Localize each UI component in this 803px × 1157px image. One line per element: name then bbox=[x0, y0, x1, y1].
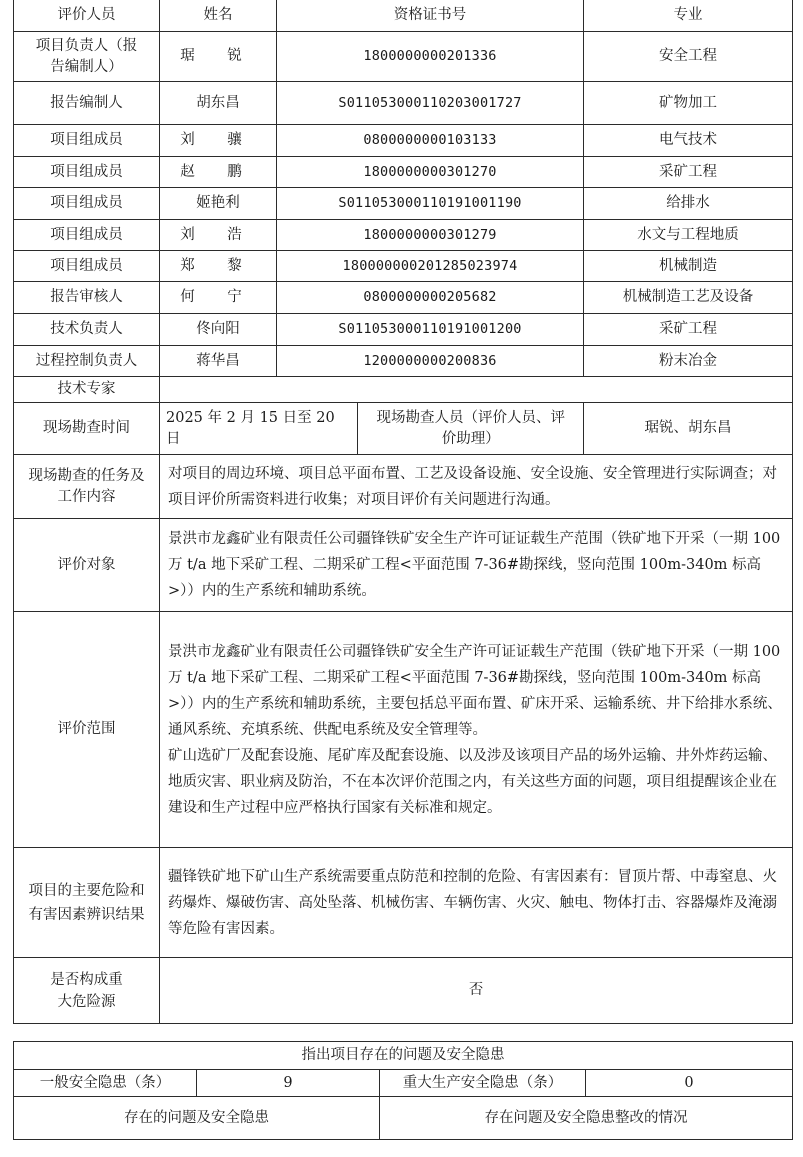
personnel-row bbox=[14, 220, 793, 251]
person-cert: 1200000000200836 bbox=[277, 346, 584, 377]
person-role: 技术负责人 bbox=[14, 314, 160, 346]
header-name: 姓名 bbox=[160, 0, 277, 32]
person-cert: 1800000000301270 bbox=[277, 157, 584, 188]
general-hazard-count: 9 bbox=[197, 1070, 380, 1097]
person-name: 佟向阳 bbox=[160, 314, 277, 346]
person-major: 采矿工程 bbox=[584, 157, 793, 188]
site-survey-time-label: 现场勘查时间 bbox=[14, 403, 160, 455]
scope-paragraph-2: 矿山选矿厂及配套设施、尾矿库及配套设施、以及涉及该项目产品的场外运输、井外炸药运输、地质灾害、职业病及防治，不在本次评价范围之内，有关这些方面的问题，项目组提醒该企业在建设和生产过程中应严格执行国家有关标准和规定。 bbox=[168, 747, 777, 816]
issues-table bbox=[13, 1041, 793, 1140]
personnel-row bbox=[14, 157, 793, 188]
person-major: 安全工程 bbox=[584, 32, 793, 82]
issues-title-row bbox=[14, 1042, 793, 1070]
hazards-row bbox=[14, 848, 793, 958]
scope-paragraph-1: 景洪市龙鑫矿业有限责任公司疆锋铁矿安全生产许可证证载生产范围（铁矿地下开采（一期 100 万 t/a 地下采矿工程、二期采矿工程<平面范围 7-36#勘探线，竖向范围 100m-340m 标高>））内的生产系统和辅助系统，主要包括总平面布置、矿床开采、运输系统、井下给排水系统、通风系统、充填系统、供配电系统及安全管理等。 bbox=[168, 643, 782, 738]
object-label: 评价对象 bbox=[14, 519, 160, 612]
tasks-row bbox=[14, 455, 793, 519]
person-name: 刘 骧 bbox=[160, 125, 277, 157]
major-hazard-count-label: 重大生产安全隐患（条） bbox=[380, 1070, 586, 1097]
person-role: 项目组成员 bbox=[14, 125, 160, 157]
rectification-header: 存在问题及安全隐患整改的情况 bbox=[380, 1097, 793, 1140]
person-name: 赵 鹏 bbox=[160, 157, 277, 188]
personnel-row bbox=[14, 188, 793, 220]
scope-row bbox=[14, 612, 793, 848]
site-survey-time-value: 2025 年 2 月 15 日至 20 日 bbox=[160, 403, 357, 454]
person-name: 何 宁 bbox=[160, 282, 277, 314]
person-cert: S011053000110191001200 bbox=[277, 314, 584, 346]
person-major: 粉末冶金 bbox=[584, 346, 793, 377]
site-survey-row bbox=[14, 403, 793, 455]
header-major: 专业 bbox=[584, 0, 793, 32]
hazards-label: 项目的主要危险和有害因素辨识结果 bbox=[14, 848, 160, 958]
personnel-row bbox=[14, 82, 793, 125]
person-major: 采矿工程 bbox=[584, 314, 793, 346]
person-role: 项目组成员 bbox=[14, 220, 160, 251]
scope-text bbox=[160, 612, 793, 848]
general-hazard-label: 一般安全隐患（条） bbox=[14, 1070, 197, 1097]
person-cert: 180000000201285023974 bbox=[277, 251, 584, 282]
person-name: 琚 锐 bbox=[160, 32, 277, 82]
person-major: 水文与工程地质 bbox=[584, 220, 793, 251]
major-hazard-value: 否 bbox=[160, 958, 793, 1024]
site-survey-staff-value: 琚锐、胡东昌 bbox=[584, 403, 793, 455]
tasks-label: 现场勘查的任务及工作内容 bbox=[14, 455, 160, 519]
personnel-row bbox=[14, 32, 793, 82]
person-name: 胡东昌 bbox=[160, 82, 277, 125]
person-name: 姬艳利 bbox=[160, 188, 277, 220]
tech-expert-row bbox=[14, 377, 793, 403]
existing-issues-header: 存在的问题及安全隐患 bbox=[14, 1097, 380, 1140]
object-row bbox=[14, 519, 793, 612]
tasks-text: 对项目的周边环境、项目总平面布置、工艺及设备设施、安全设施、安全管理进行实际调查；对项目评价所需资料进行收集；对项目评价有关问题进行沟通。 bbox=[160, 455, 793, 519]
person-major: 给排水 bbox=[584, 188, 793, 220]
person-name: 蒋华昌 bbox=[160, 346, 277, 377]
person-role: 报告编制人 bbox=[14, 82, 160, 125]
header-cert: 资格证书号 bbox=[277, 0, 584, 32]
scope-label: 评价范围 bbox=[14, 612, 160, 848]
major-hazard-count: 0 bbox=[586, 1070, 793, 1097]
person-cert: 1800000000201336 bbox=[277, 32, 584, 82]
issues-columns-row bbox=[14, 1097, 793, 1140]
person-major: 矿物加工 bbox=[584, 82, 793, 125]
person-name: 郑 黎 bbox=[160, 251, 277, 282]
personnel-row bbox=[14, 251, 793, 282]
person-cert: S011053000110191001190 bbox=[277, 188, 584, 220]
person-role: 项目组成员 bbox=[14, 251, 160, 282]
tech-expert-value bbox=[160, 377, 793, 403]
person-role: 项目负责人（报告编制人） bbox=[14, 32, 160, 82]
person-major: 机械制造 bbox=[584, 251, 793, 282]
personnel-row bbox=[14, 125, 793, 157]
person-cert: 1800000000301279 bbox=[277, 220, 584, 251]
issues-count-row bbox=[14, 1070, 793, 1097]
site-survey-inner-table bbox=[160, 403, 584, 454]
person-name: 刘 浩 bbox=[160, 220, 277, 251]
personnel-row bbox=[14, 346, 793, 377]
issues-title: 指出项目存在的问题及安全隐患 bbox=[14, 1042, 793, 1070]
object-text: 景洪市龙鑫矿业有限责任公司疆锋铁矿安全生产许可证证载生产范围（铁矿地下开采（一期 100 万 t/a 地下采矿工程、二期采矿工程<平面范围 7-36#勘探线，竖向范围 100m-340m 标高>））内的生产系统和辅助系统。 bbox=[160, 519, 793, 612]
evaluation-personnel-table bbox=[13, 0, 793, 1024]
person-role: 项目组成员 bbox=[14, 188, 160, 220]
major-hazard-row bbox=[14, 958, 793, 1024]
person-major: 电气技术 bbox=[584, 125, 793, 157]
person-role: 报告审核人 bbox=[14, 282, 160, 314]
header-role: 评价人员 bbox=[14, 0, 160, 32]
person-cert: 0800000000205682 bbox=[277, 282, 584, 314]
person-role: 过程控制负责人 bbox=[14, 346, 160, 377]
person-role: 项目组成员 bbox=[14, 157, 160, 188]
person-cert: 0800000000103133 bbox=[277, 125, 584, 157]
site-survey-staff-label: 现场勘查人员（评价人员、评价助理） bbox=[357, 403, 584, 454]
hazards-text: 疆锋铁矿地下矿山生产系统需要重点防范和控制的危险、有害因素有：冒顶片帮、中毒窒息、火药爆炸、爆破伤害、高处坠落、机械伤害、车辆伤害、火灾、触电、物体打击、容器爆炸及淹溺等危险有害因素。 bbox=[160, 848, 793, 958]
personnel-row bbox=[14, 314, 793, 346]
major-hazard-label: 是否构成重大危险源 bbox=[14, 958, 160, 1024]
tech-expert-label: 技术专家 bbox=[14, 377, 160, 403]
person-cert: S011053000110203001727 bbox=[277, 82, 584, 125]
header-row bbox=[14, 0, 793, 32]
personnel-row bbox=[14, 282, 793, 314]
site-survey-inner bbox=[160, 403, 584, 455]
person-major: 机械制造工艺及设备 bbox=[584, 282, 793, 314]
